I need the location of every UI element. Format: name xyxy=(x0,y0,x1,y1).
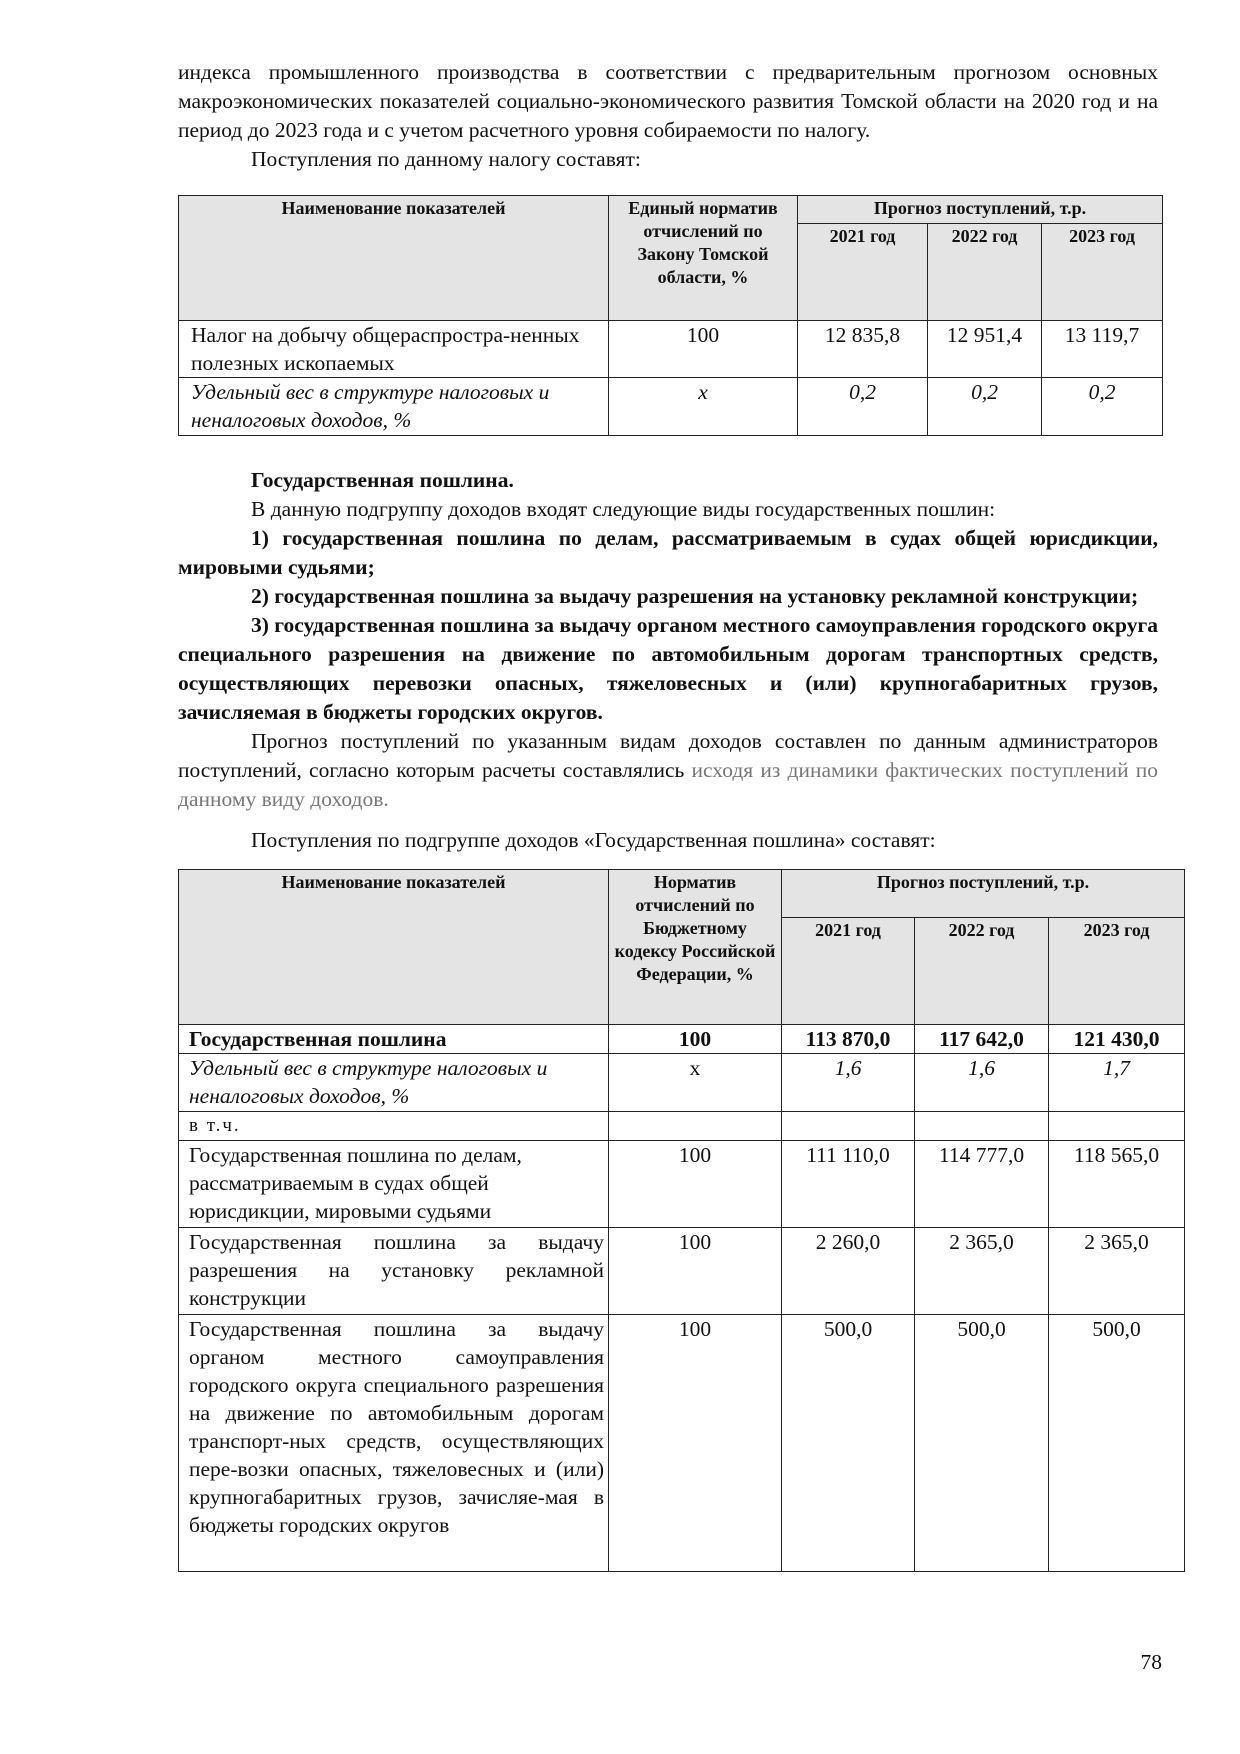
row-value xyxy=(1049,1112,1185,1141)
table2-header-year: 2022 год xyxy=(915,918,1049,1025)
section-item-2: 2) государственная пошлина за выдачу разрешения на установку рекламной конструкции; xyxy=(251,584,1139,608)
row-value: 1,6 xyxy=(782,1054,915,1112)
table2-header-year: 2021 год xyxy=(782,918,915,1025)
section-item-3: 3) государственная пошлина за выдачу органом местного самоуправления городского округа специального разрешения на движение по автомобильным дорогам транспортных средств, осуществляющих перевозки опасных, тяжеловесных и (или) крупногабаритных грузов, зачисляемая в бюджеты городских округов. xyxy=(178,613,1158,724)
document-page xyxy=(178,58,1158,1572)
row-norm: х xyxy=(609,1054,782,1112)
receipts-line-2: Поступления по подгруппе доходов «Государственная пошлина» составят: xyxy=(251,828,936,852)
row-name: Налог на добычу общераспростра-ненных полезных ископаемых xyxy=(179,321,609,378)
row-value: 12 951,4 xyxy=(928,321,1042,378)
row-norm: 100 xyxy=(609,1315,782,1572)
table-row xyxy=(179,1054,1185,1112)
row-value: 12 835,8 xyxy=(798,321,928,378)
table1-header-year: 2023 год xyxy=(1042,224,1163,321)
row-norm: х xyxy=(609,378,798,436)
row-name: Государственная пошлина по делам, рассматриваемым в судах общей юрисдикции, мировыми судьями xyxy=(179,1141,609,1228)
page-number: 78 xyxy=(1140,1650,1162,1674)
row-name: Государственная пошлина за выдачу разрешения на установку рекламной конструкции xyxy=(179,1228,609,1315)
table1-header-year: 2021 год xyxy=(798,224,928,321)
row-value: 2 260,0 xyxy=(782,1228,915,1315)
row-value: 13 119,7 xyxy=(1042,321,1163,378)
table-row xyxy=(179,321,1163,378)
row-norm: 100 xyxy=(609,1228,782,1315)
table1-header-norm: Единый норматив отчислений по Закону Томской области, % xyxy=(609,196,798,321)
forecast-paragraph xyxy=(178,727,1158,814)
table2-header-forecast: Прогноз поступлений, т.р. xyxy=(782,870,1185,918)
table1-header-name: Наименование показателей xyxy=(179,196,609,321)
row-value: 121 430,0 xyxy=(1049,1025,1185,1054)
table1-header-year: 2022 год xyxy=(928,224,1042,321)
row-name: Государственная пошлина xyxy=(179,1025,609,1054)
forecast-text: Прогноз поступлений по указанным видам доходов составлен по данным администраторов поступлений, согласно которым расчеты составлялись xyxy=(178,729,1158,782)
row-name: Государственная пошлина за выдачу органом местного самоуправления городского округа специального разрешения на движение по автомобильным дорогам транспорт-ных средств, осуществляющих пере-возки опасных, тяжеловесных и (или) крупногабаритных грузов, зачисляе-мая в бюджеты городских округов xyxy=(179,1315,609,1572)
row-value: 0,2 xyxy=(928,378,1042,436)
row-name: в т.ч. xyxy=(179,1112,609,1141)
table2-header-name: Наименование показателей xyxy=(179,870,609,1025)
row-value: 117 642,0 xyxy=(915,1025,1049,1054)
section-item-1: 1) государственная пошлина по делам, рассматриваемым в судах общей юрисдикции, мировыми судьями; xyxy=(178,526,1158,579)
table-row xyxy=(179,1315,1185,1572)
row-value: 111 110,0 xyxy=(782,1141,915,1228)
row-value xyxy=(915,1112,1049,1141)
row-value: 0,2 xyxy=(1042,378,1163,436)
row-norm: 100 xyxy=(609,1141,782,1228)
table-row xyxy=(179,1112,1185,1141)
duty-forecast-table xyxy=(178,869,1185,1572)
row-value: 500,0 xyxy=(1049,1315,1185,1572)
row-value xyxy=(782,1112,915,1141)
row-value: 500,0 xyxy=(782,1315,915,1572)
table1-header-forecast: Прогноз поступлений, т.р. xyxy=(798,196,1163,224)
row-value: 113 870,0 xyxy=(782,1025,915,1054)
section-heading: Государственная пошлина. xyxy=(251,468,514,492)
section-intro: В данную подгруппу доходов входят следующие виды государственных пошлин: xyxy=(251,497,996,521)
receipts-line-1: Поступления по данному налогу составят: xyxy=(251,147,641,171)
row-name: Удельный вес в структуре налоговых и неналоговых доходов, % xyxy=(179,378,609,436)
row-name: Удельный вес в структуре налоговых и неналоговых доходов, % xyxy=(179,1054,609,1112)
table2-header-norm: Норматив отчислений по Бюджетному кодексу Российской Федерации, % xyxy=(609,870,782,1025)
intro-paragraph: индекса промышленного производства в соответствии с предварительным прогнозом основных макроэкономических показателей социально-экономического развития Томской области на 2020 год и на период до 2023 года и с учетом расчетного уровня собираемости по налогу. xyxy=(178,60,1158,142)
row-value: 0,2 xyxy=(798,378,928,436)
row-value: 500,0 xyxy=(915,1315,1049,1572)
row-value: 114 777,0 xyxy=(915,1141,1049,1228)
row-value: 1,7 xyxy=(1049,1054,1185,1112)
row-norm: 100 xyxy=(609,1025,782,1054)
forecast-text-gray: исходя из динамики фактических поступлений по данному виду доходов. xyxy=(178,758,1158,811)
table-row xyxy=(179,378,1163,436)
tax-forecast-table xyxy=(178,195,1163,436)
table-row xyxy=(179,1228,1185,1315)
row-norm xyxy=(609,1112,782,1141)
table-row xyxy=(179,1141,1185,1228)
table-row xyxy=(179,1025,1185,1054)
row-value: 1,6 xyxy=(915,1054,1049,1112)
row-value: 2 365,0 xyxy=(915,1228,1049,1315)
row-value: 118 565,0 xyxy=(1049,1141,1185,1228)
table2-header-year: 2023 год xyxy=(1049,918,1185,1025)
row-norm: 100 xyxy=(609,321,798,378)
row-value: 2 365,0 xyxy=(1049,1228,1185,1315)
